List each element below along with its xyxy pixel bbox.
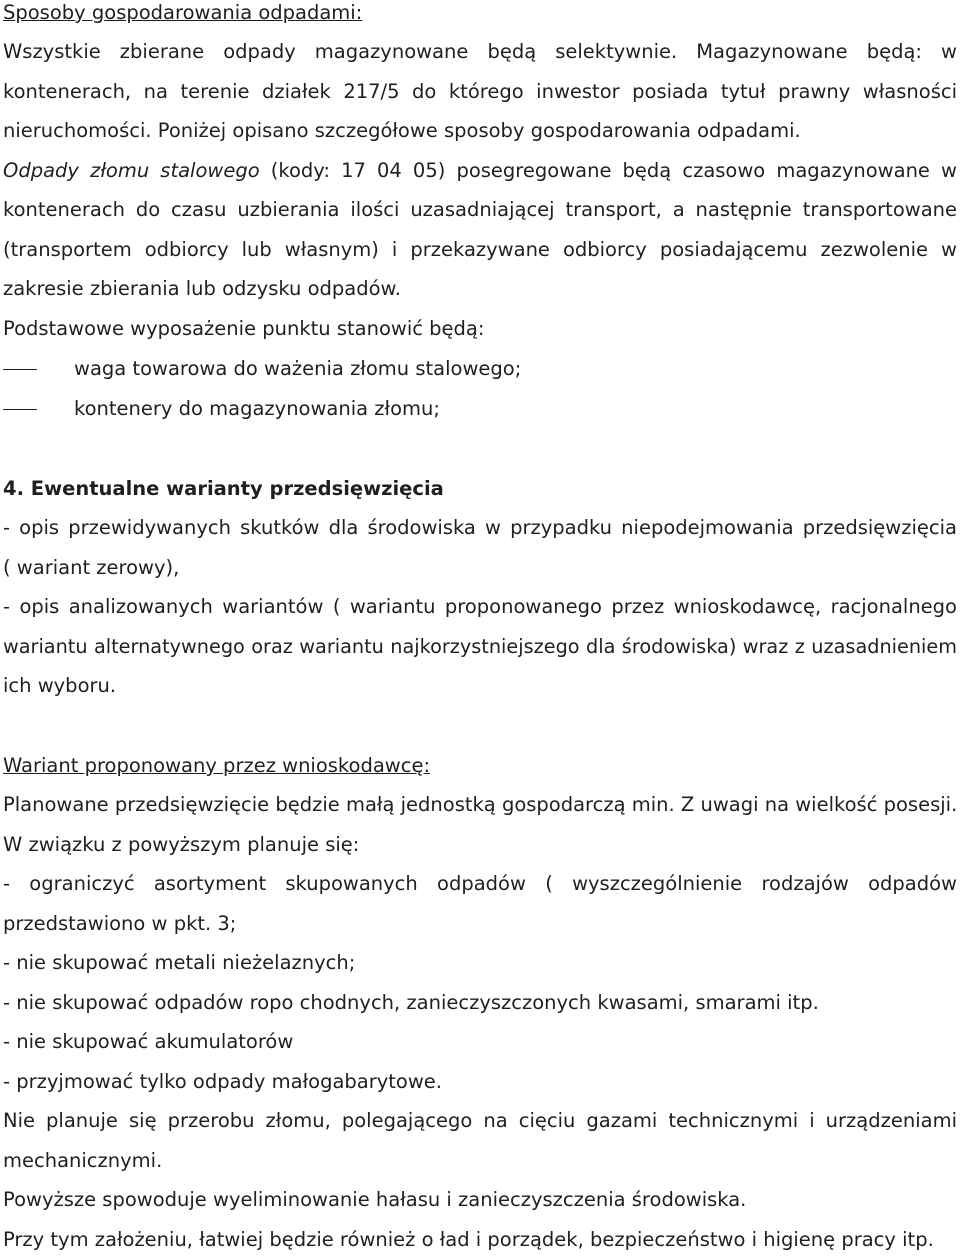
paragraph-line: zakresie zbierania lub odzysku odpadów. — [3, 277, 401, 300]
section-heading-waste-management: Sposoby gospodarowania odpadami: — [3, 1, 363, 24]
list-item: - przyjmować tylko odpady małogabarytowe. — [3, 1070, 442, 1093]
paragraph-line: (transportem odbiorcy lub własnym) i przekazywane odbiorcy posiadającemu zezwolenie w — [3, 238, 957, 261]
italic-term: Odpady złomu stalowego — [3, 159, 260, 182]
paragraph-line: Podstawowe wyposażenie punktu stanowić będą: — [3, 317, 485, 340]
section-heading-variants: 4. Ewentualne warianty przedsięwzięcia — [3, 477, 444, 500]
paragraph-text: (kody: 17 04 05) posegregowane będą czasowo magazynowane w — [259, 159, 957, 182]
bullet-item — [3, 389, 957, 429]
list-item: - nie skupować metali nieżelaznych; — [3, 951, 356, 974]
paragraph-line: Nie planuje się przerobu złomu, polegającego na cięciu gazami technicznymi i urządzeniami — [3, 1109, 957, 1132]
bullet-text: waga towarowa do ważenia złomu stalowego; — [74, 357, 522, 380]
paragraph-line: Wszystkie zbierane odpady magazynowane będą selektywnie. Magazynowane będą: w — [3, 40, 957, 63]
paragraph-line: Planowane przedsięwzięcie będzie małą jednostką gospodarczą min. Z uwagi na wielkość posesji. — [3, 793, 957, 816]
paragraph-line: Przy tym założeniu, łatwiej będzie również o ład i porządek, bezpieczeństwo i higienę pracy itp. — [3, 1228, 934, 1251]
paragraph-line: kontenerach do czasu uzbierania ilości uzasadniającej transport, a następnie transportowane — [3, 198, 957, 221]
paragraph-line: przedstawiono w pkt. 3; — [3, 912, 237, 935]
paragraph-line — [3, 151, 957, 191]
list-item: - nie skupować odpadów ropo chodnych, zanieczyszczonych kwasami, smarami itp. — [3, 991, 819, 1014]
paragraph-line: wariantu alternatywnego oraz wariantu najkorzystniejszego dla środowiska) wraz z uzasadnieniem — [3, 635, 957, 658]
paragraph-line: Powyższe spowoduje wyeliminowanie hałasu i zanieczyszczenia środowiska. — [3, 1188, 747, 1211]
paragraph-line: nieruchomości. Poniżej opisano szczegółowe sposoby gospodarowania odpadami. — [3, 119, 801, 142]
dash-bullet-icon — [3, 409, 37, 410]
bullet-item — [3, 349, 957, 389]
paragraph-line: W związku z powyższym planuje się: — [3, 833, 360, 856]
paragraph-line: kontenerach, na terenie działek 217/5 do którego inwestor posiada tytuł prawny własności — [3, 80, 957, 103]
paragraph-line: ich wyboru. — [3, 674, 117, 697]
paragraph-line: - opis przewidywanych skutków dla środowiska w przypadku niepodejmowania przedsięwzięcia — [3, 516, 957, 539]
paragraph-line: ( wariant zerowy), — [3, 556, 180, 579]
subheading-proposed-variant: Wariant proponowany przez wnioskodawcę: — [3, 754, 431, 777]
paragraph-line: mechanicznymi. — [3, 1149, 163, 1172]
dash-bullet-icon — [3, 369, 37, 370]
paragraph-line: - opis analizowanych wariantów ( wariantu proponowanego przez wnioskodawcę, racjonalnego — [3, 595, 957, 618]
list-item: - nie skupować akumulatorów — [3, 1030, 294, 1053]
paragraph-line: - ograniczyć asortyment skupowanych odpadów ( wyszczególnienie rodzajów odpadów — [3, 872, 957, 895]
bullet-text: kontenery do magazynowania złomu; — [74, 397, 440, 420]
